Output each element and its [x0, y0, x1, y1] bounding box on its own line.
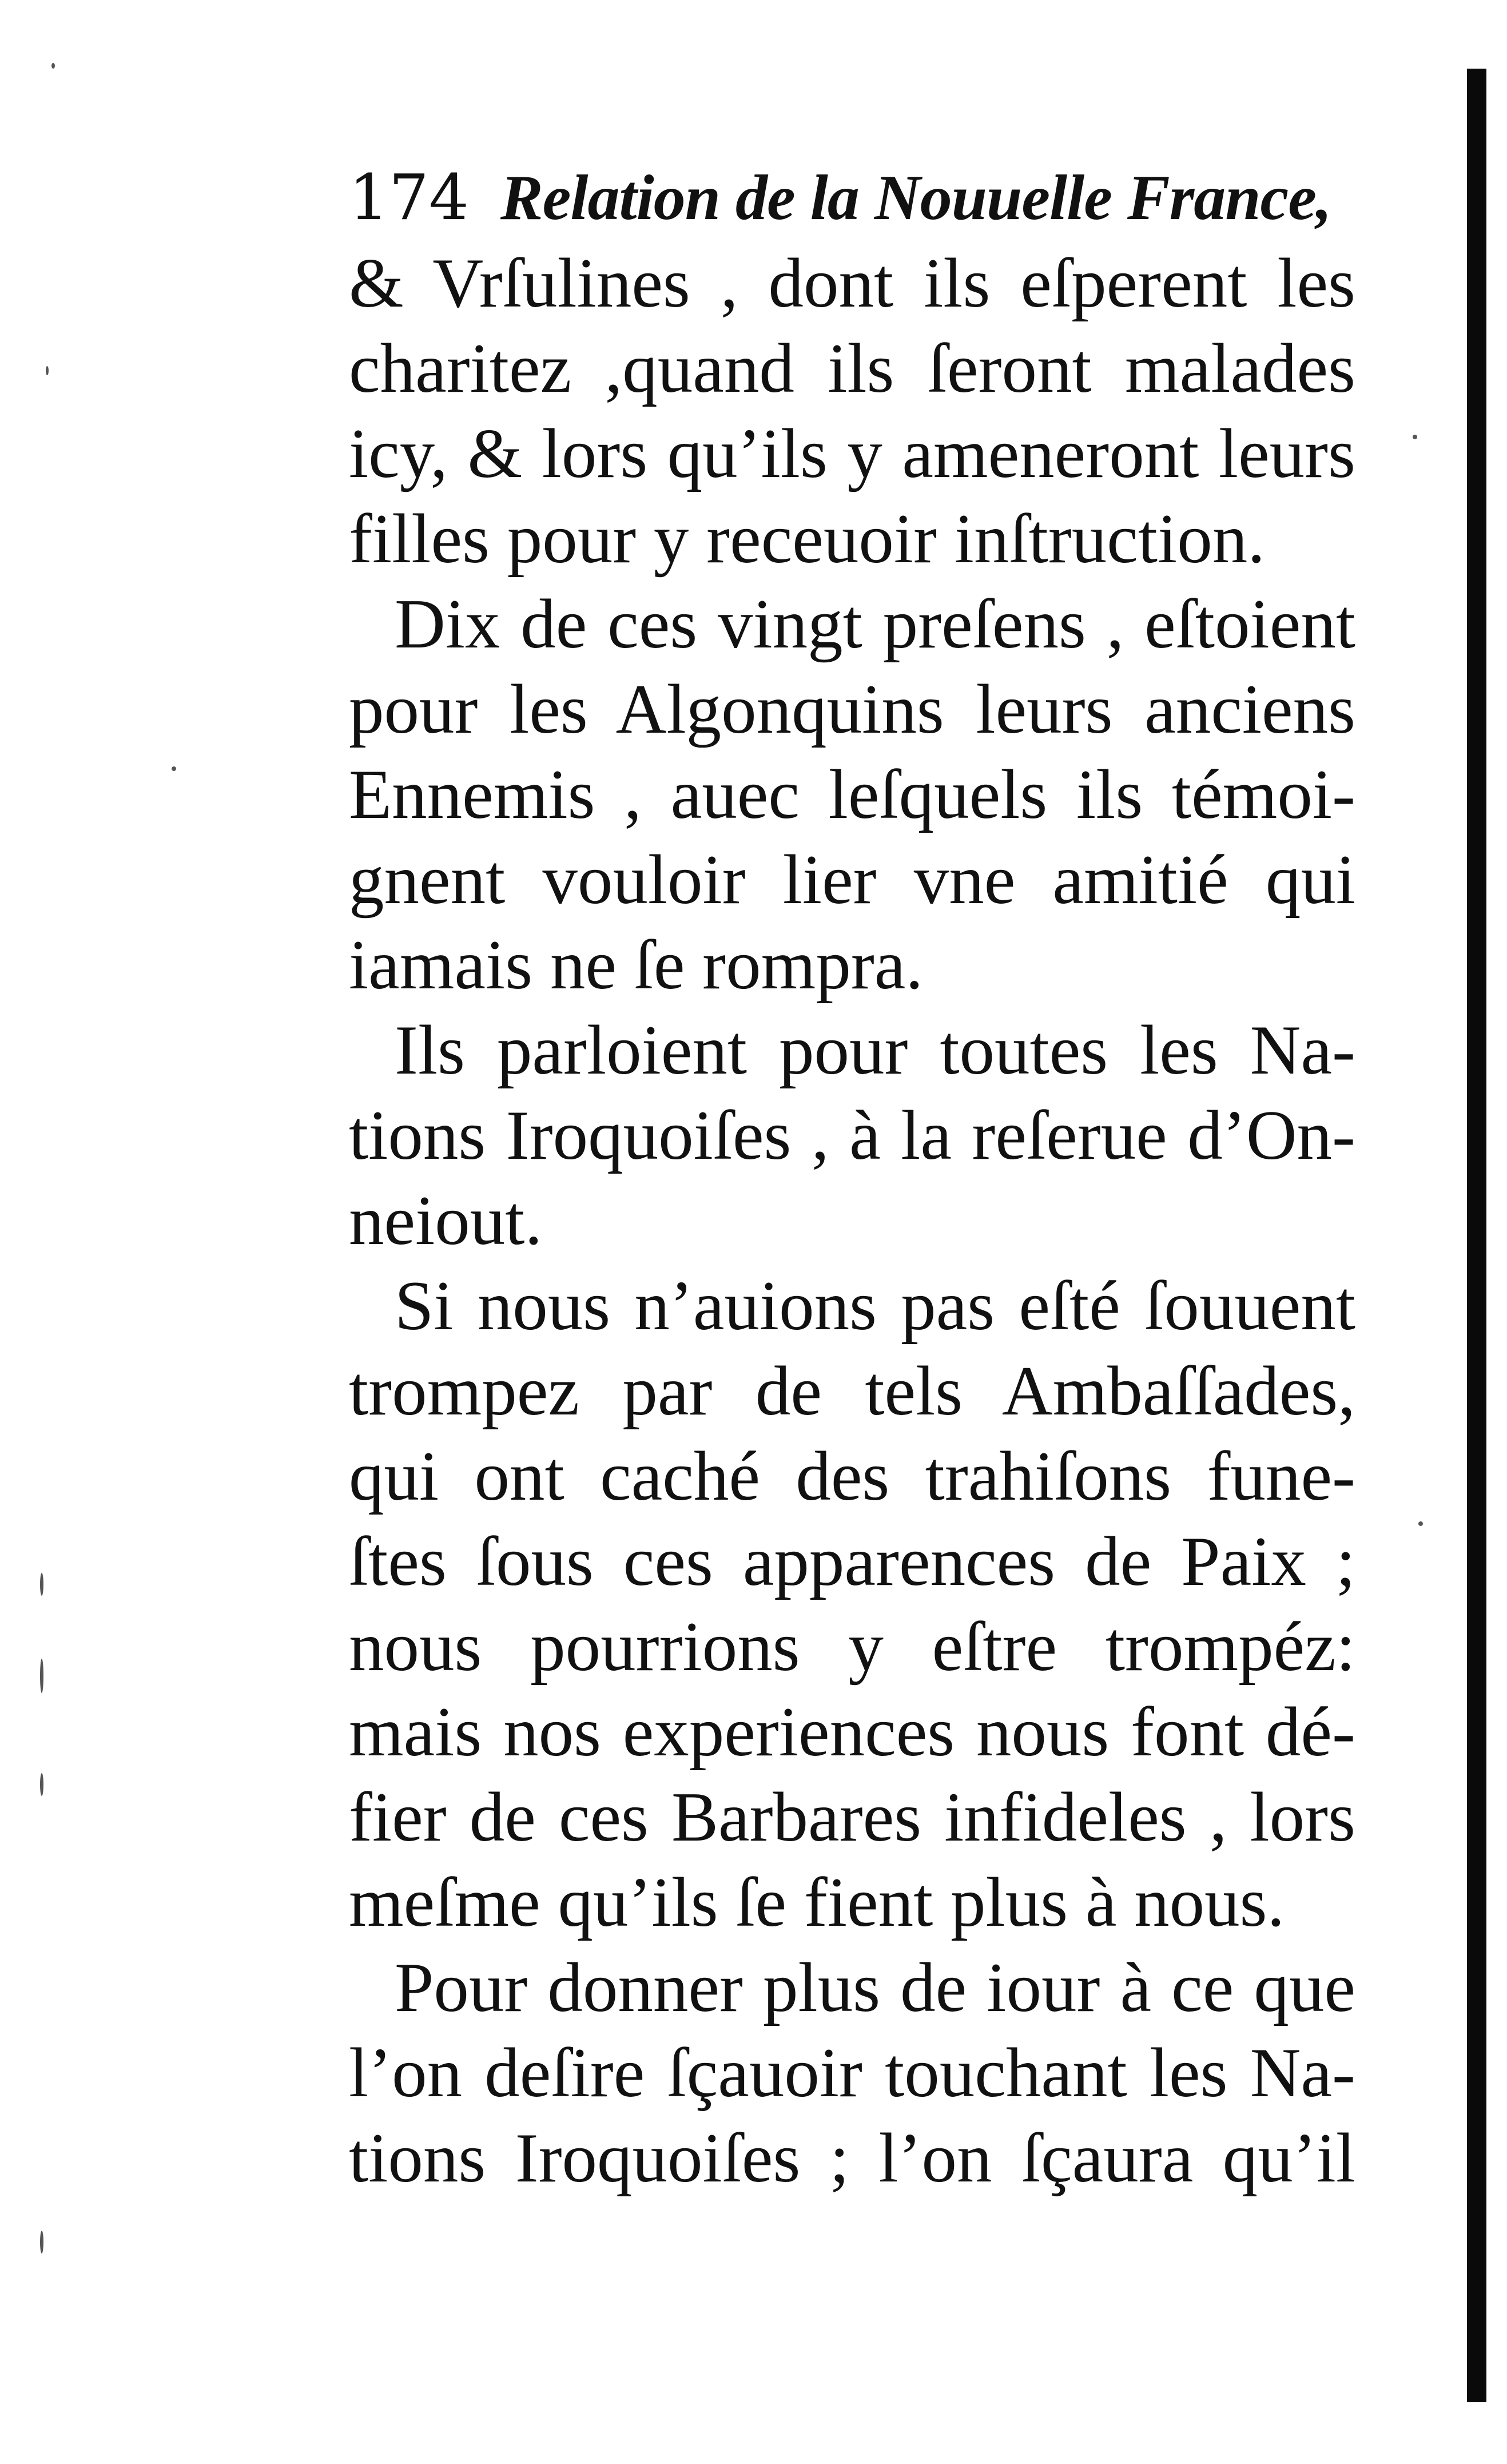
binding-edge — [1467, 69, 1486, 2402]
page-number: 174 — [349, 161, 469, 234]
gutter-speck — [1418, 1521, 1423, 1526]
text-line: Ennemis , auec leſquels ils témoi- — [349, 755, 1355, 833]
text-line: & Vrſulines , dont ils eſperent les — [349, 244, 1355, 322]
text-line: neiout. — [349, 1181, 543, 1259]
text-line: Pour donner plus de iour à ce que — [395, 1948, 1355, 2026]
running-head — [349, 154, 1355, 240]
text-line: ſtes ſous ces apparences de Paix ; — [349, 1522, 1355, 1600]
gutter-speck — [172, 766, 176, 771]
text-line: qui ont caché des trahiſons fune- — [349, 1437, 1355, 1515]
text-line: gnent vouloir lier vne amitié qui — [349, 840, 1355, 919]
text-line: iamais ne ſe rompra. — [349, 925, 924, 1004]
text-line: meſme qu’ils ſe fient plus à nous. — [349, 1863, 1285, 1941]
running-head-title: Relation de la Nouuelle France, — [500, 162, 1331, 233]
gutter-speck — [46, 366, 49, 375]
gutter-speck — [40, 2231, 43, 2254]
page-text — [349, 154, 1355, 2200]
gutter-speck — [40, 1573, 43, 1596]
gutter-speck — [1413, 435, 1417, 439]
text-line: pour les Algonquins leurs anciens — [349, 670, 1355, 748]
gutter-speck — [40, 1659, 43, 1693]
text-line: icy, & lors qu’ils y ameneront leurs — [349, 414, 1355, 492]
text-line: l’on deſire ſçauoir touchant les Na- — [349, 2033, 1355, 2112]
text-line: filles pour y receuoir inſtruction. — [349, 499, 1265, 578]
text-line: trompez par de tels Ambaſſades, — [349, 1352, 1355, 1430]
text-line: mais nos experiences nous font dé- — [349, 1692, 1355, 1771]
text-line: fier de ces Barbares infideles , lors — [349, 1778, 1355, 1856]
text-line: tions Iroquoiſes , à la reſerue d’On- — [349, 1096, 1355, 1174]
text-line: Dix de ces vingt preſens , eſtoient — [395, 585, 1355, 663]
text-line: Si nous n’auions pas eſté ſouuent — [395, 1266, 1355, 1345]
gutter-speck — [40, 1773, 43, 1796]
text-line: nous pourrions y eſtre trompéz: — [349, 1607, 1355, 1686]
text-line: charitez ,quand ils ſeront malades — [349, 329, 1355, 407]
gutter-speck — [51, 63, 55, 69]
text-line: tions Iroquoiſes ; l’on ſçaura qu’il — [349, 2119, 1355, 2197]
text-line: Ils parloient pour toutes les Na- — [395, 1011, 1355, 1089]
